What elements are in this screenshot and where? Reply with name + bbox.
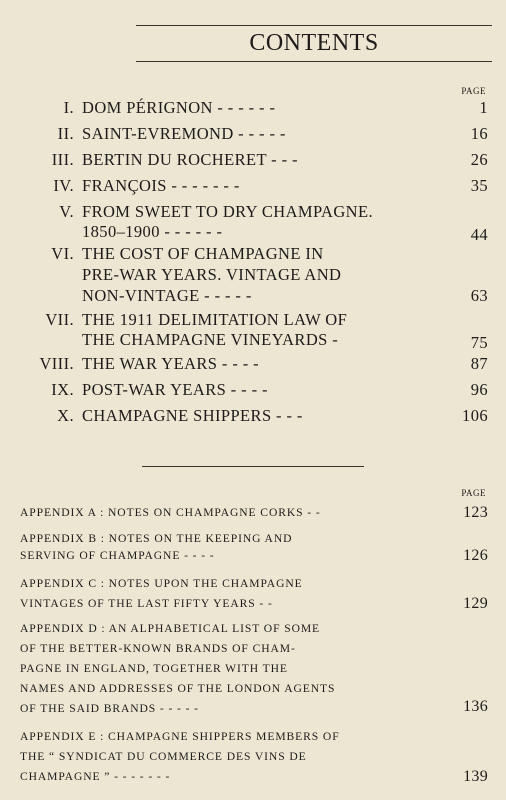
- appendix-title-line: OF THE BETTER-KNOWN BRANDS OF CHAM-: [20, 642, 296, 655]
- chapter-page: 16: [470, 124, 488, 143]
- appendix-page: 129: [463, 595, 488, 612]
- chapter-page: 35: [470, 176, 488, 195]
- chapter-title: THE WAR YEARS - - - -: [82, 354, 260, 373]
- chapter-page: 75: [470, 333, 488, 352]
- section-divider: [142, 466, 364, 467]
- chapter-title-line: NON-VINTAGE - - - - -: [82, 286, 252, 305]
- page-column-label: PAGE: [461, 86, 486, 96]
- chapter-title: DOM PÉRIGNON - - - - - -: [82, 98, 276, 117]
- chapter-title: THE COST OF CHAMPAGNE IN: [82, 244, 324, 263]
- chapter-number: III.: [51, 150, 74, 169]
- appendix-title: APPENDIX E : CHAMPAGNE SHIPPERS MEMBERS OF: [20, 730, 340, 743]
- chapter-title-line: THE CHAMPAGNE VINEYARDS -: [82, 330, 339, 349]
- appendix-title-line: OF THE SAID BRANDS - - - - -: [20, 702, 199, 715]
- chapter-page: 1: [479, 98, 488, 117]
- appendix-title-line: THE “ SYNDICAT DU COMMERCE DES VINS DE: [20, 750, 307, 763]
- chapter-title: SAINT-EVREMOND - - - - -: [82, 124, 286, 143]
- chapter-title: FRANÇOIS - - - - - - -: [82, 176, 240, 195]
- appendix-entry-continued: [20, 682, 488, 695]
- appendix-entry: [20, 577, 488, 590]
- appendix-title-line: VINTAGES OF THE LAST FIFTY YEARS - -: [20, 597, 273, 610]
- appendix-entry: [20, 622, 488, 635]
- appendix-title: APPENDIX B : NOTES ON THE KEEPING AND: [20, 532, 293, 545]
- appendix-entry-continued: [20, 750, 488, 763]
- appendix-entry-continued: [20, 549, 488, 562]
- appendix-entry-continued: [20, 662, 488, 675]
- chapter-title: CHAMPAGNE SHIPPERS - - -: [82, 406, 303, 425]
- appendix-title-line: PAGNE IN ENGLAND, TOGETHER WITH THE: [20, 662, 288, 675]
- chapter-page: 26: [470, 150, 488, 169]
- chapter-number: IX.: [51, 380, 74, 399]
- chapter-page: 96: [470, 380, 488, 399]
- chapter-number: V.: [59, 202, 74, 221]
- chapter-title: FROM SWEET TO DRY CHAMPAGNE.: [82, 202, 373, 221]
- chapter-number: IV.: [53, 176, 74, 195]
- appendix-entry-continued: [20, 770, 488, 783]
- appendix-title: APPENDIX C : NOTES UPON THE CHAMPAGNE: [20, 577, 303, 590]
- appendix-title-line: NAMES AND ADDRESSES OF THE LONDON AGENTS: [20, 682, 336, 695]
- appendix-entry: [20, 730, 488, 743]
- appendix-page: 126: [463, 547, 488, 564]
- chapter-number: I.: [63, 98, 74, 117]
- appendix-entry-continued: [20, 698, 488, 715]
- appendix-page: 139: [463, 768, 488, 785]
- chapter-page: 63: [470, 286, 488, 305]
- chapter-title: POST-WAR YEARS - - - -: [82, 380, 268, 399]
- chapter-number: II.: [57, 124, 74, 143]
- appendix-title-line: SERVING OF CHAMPAGNE - - - -: [20, 549, 215, 562]
- appendix-page: 123: [463, 504, 488, 521]
- appendix-page: 136: [463, 698, 488, 715]
- appendix-entry: [20, 506, 488, 519]
- chapter-title-line: PRE-WAR YEARS. VINTAGE AND: [82, 265, 342, 284]
- appendix-title: APPENDIX A : NOTES ON CHAMPAGNE CORKS - -: [20, 506, 321, 519]
- top-rule: [136, 25, 492, 26]
- chapter-page: 106: [462, 406, 488, 425]
- appendix-entry-continued: [20, 597, 488, 610]
- chapter-page: 87: [470, 354, 488, 373]
- page-title: CONTENTS: [249, 30, 379, 56]
- chapter-number: X.: [57, 406, 74, 425]
- page-column-label: PAGE: [461, 488, 486, 498]
- chapter-number: VIII.: [39, 354, 74, 373]
- chapter-title: BERTIN DU ROCHERET - - -: [82, 150, 298, 169]
- chapter-page: 44: [470, 225, 488, 244]
- appendix-entry-continued: [20, 642, 488, 655]
- chapter-title: THE 1911 DELIMITATION LAW OF: [82, 310, 348, 329]
- chapter-number: VI.: [51, 244, 74, 263]
- chapter-number: VII.: [45, 310, 74, 329]
- chapter-title-line: 1850–1900 - - - - - -: [82, 222, 223, 241]
- appendix-entry: [20, 532, 488, 545]
- title-rule: [136, 61, 492, 62]
- appendix-title-line: CHAMPAGNE ” - - - - - - -: [20, 770, 171, 783]
- appendix-title: APPENDIX D : AN ALPHABETICAL LIST OF SOME: [20, 622, 321, 635]
